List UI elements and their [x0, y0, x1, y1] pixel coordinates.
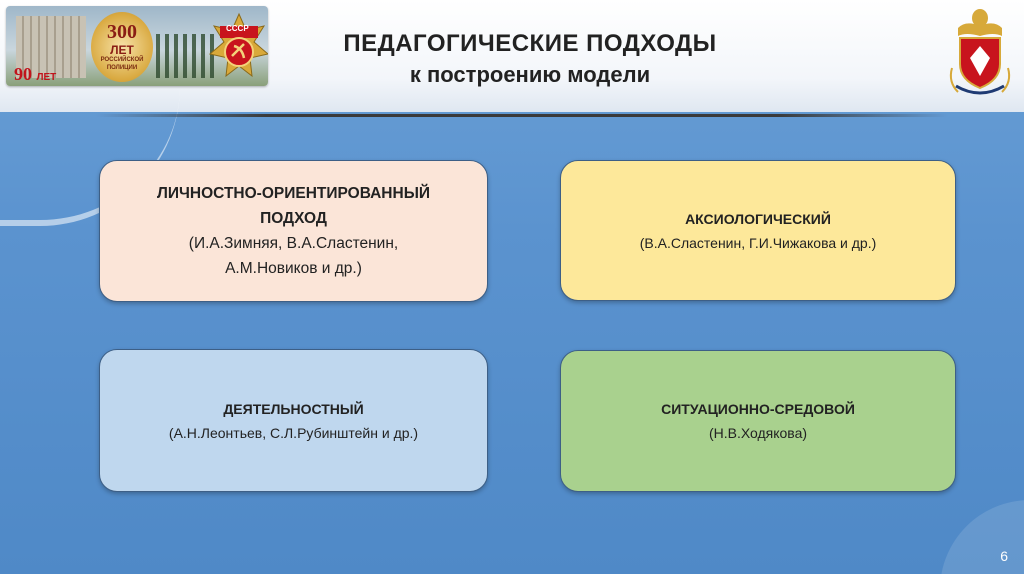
badge-90-years [14, 64, 56, 85]
approach-authors: (И.А.Зимняя, В.А.Сластенин, [188, 235, 399, 252]
page-number: 6 [1000, 548, 1008, 564]
anniversary-banner [6, 6, 268, 86]
order-label: СССР [226, 24, 249, 33]
badge-300-label: ЛЕТ [110, 43, 134, 57]
title-line-1: ПЕДАГОГИЧЕСКИЕ ПОДХОДЫ [343, 30, 717, 57]
badge-90-number: 90 [14, 64, 32, 84]
header-divider [96, 114, 948, 117]
slide-title [300, 30, 760, 88]
approach-authors-cont: А.М.Новиков и др.) [225, 260, 362, 277]
police-academy-emblem-icon [944, 6, 1016, 102]
badge-300-number: 300 [107, 21, 137, 43]
approach-title: ЛИЧНОСТНО-ОРИЕНТИРОВАННЫЙ ПОДХОД [156, 185, 431, 227]
approach-authors: (Н.В.Ходякова) [708, 425, 808, 441]
title-line-2: к построению модели [409, 62, 651, 87]
approach-title: ДЕЯТЕЛЬНОСТНЫЙ [223, 400, 364, 417]
approach-authors: (А.Н.Леонтьев, С.Л.Рубинштейн и др.) [168, 424, 419, 441]
approach-title: АКСИОЛОГИЧЕСКИЙ [685, 210, 831, 227]
badge-300-years [91, 12, 153, 82]
approach-card-personal [99, 160, 488, 302]
approach-authors: (В.А.Сластенин, Г.И.Чижакова и др.) [639, 234, 877, 251]
approach-card-situational [560, 350, 956, 492]
approach-title: СИТУАЦИОННО-СРЕДОВОЙ [661, 401, 855, 417]
order-of-red-banner-icon [206, 12, 268, 82]
approach-card-activity [99, 349, 488, 492]
badge-300-sub: РОССИЙСКОЙ ПОЛИЦИИ [100, 57, 144, 71]
page-corner-decoration [940, 500, 1024, 574]
badge-90-label: ЛЕТ [36, 72, 57, 83]
approach-card-axiological [560, 160, 956, 301]
